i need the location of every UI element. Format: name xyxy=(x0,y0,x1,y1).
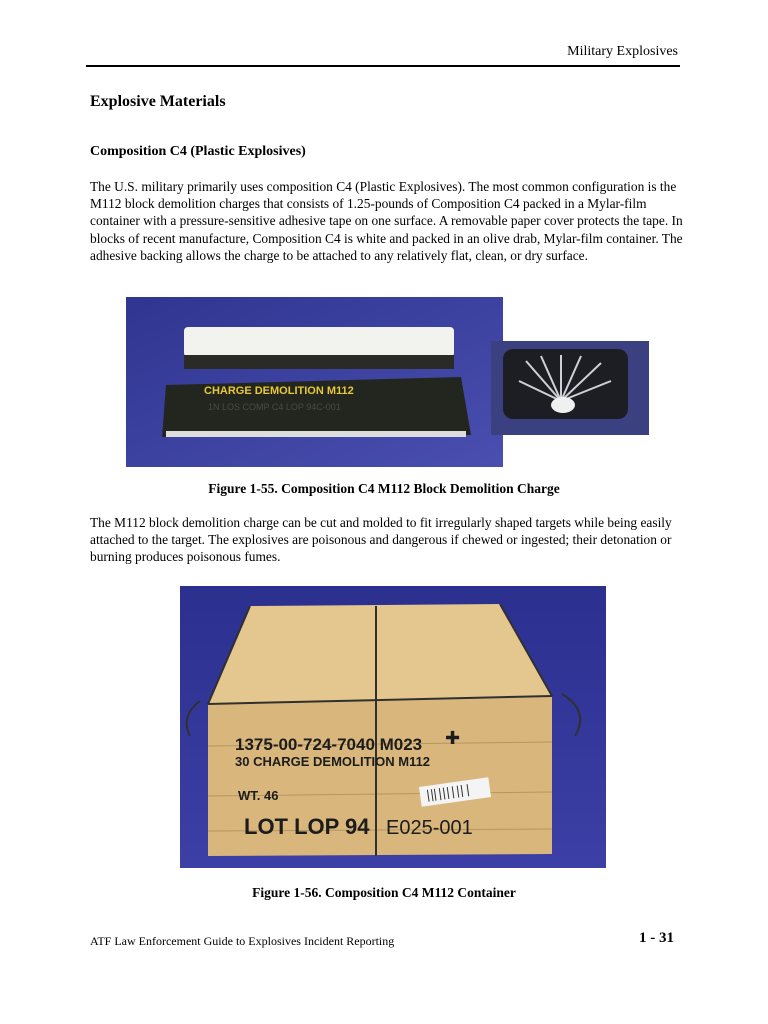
crate-lot-text: LOT LOP 94 xyxy=(244,814,370,839)
figure-1-55-photo xyxy=(126,297,503,467)
section-title: Explosive Materials xyxy=(90,93,226,110)
crate-contents-text: 30 CHARGE DEMOLITION M112 xyxy=(235,754,431,769)
subsection-title: Composition C4 (Plastic Explosives) xyxy=(90,144,306,159)
header-rule xyxy=(86,65,680,67)
block-label: CHARGE DEMOLITION M112 xyxy=(204,385,354,397)
figure-1-55-caption: Figure 1-55. Composition C4 M112 Block Demolition Charge xyxy=(208,481,560,496)
crate-weight-text: WT. 46 xyxy=(238,788,279,803)
crate-code-text: E025-001 xyxy=(386,817,473,839)
page-number: 1 - 31 xyxy=(639,930,674,946)
figure-1-56-photo xyxy=(180,586,606,868)
white-block xyxy=(184,327,454,369)
footer-title: ATF Law Enforcement Guide to Explosives Incident Reporting xyxy=(90,934,395,948)
running-header-title: Military Explosives xyxy=(567,44,678,59)
svg-text:✚: ✚ xyxy=(445,728,461,748)
olive-drab-block xyxy=(162,377,471,437)
figure-1-55-inset-photo xyxy=(491,341,649,435)
figure-1-56-caption: Figure 1-56. Composition C4 M112 Container xyxy=(252,885,516,900)
paragraph-intro: The U.S. military primarily uses composition C4 (Plastic Explosives). The most common configuration is the M112 block demolition charges that consists of 1.25-pounds of Composition C4 packed in a Mylar-film container with a pressure-sensitive adhesive tape on one surface. A removable paper cover protects the tape. In blocks of recent manufacture, Composition C4 is white and packed in an olive drab, Mylar-film container. The adhesive backing allows the charge to be attached to any relatively flat, clean, or dry surface. xyxy=(90,179,683,263)
paragraph-m112: The M112 block demolition charge can be cut and molded to fit irregularly shaped targets while being easily attached to the target. The explosives are poisonous and dangerous if chewed or ingested; their detonation or burning produces poisonous fumes. xyxy=(90,515,672,565)
crate-nsn-text: 1375-00-724-7040 M023 xyxy=(235,735,423,754)
svg-text:1N LOS COMP C4 LOP 94C-001: 1N LOS COMP C4 LOP 94C-001 xyxy=(208,402,341,412)
